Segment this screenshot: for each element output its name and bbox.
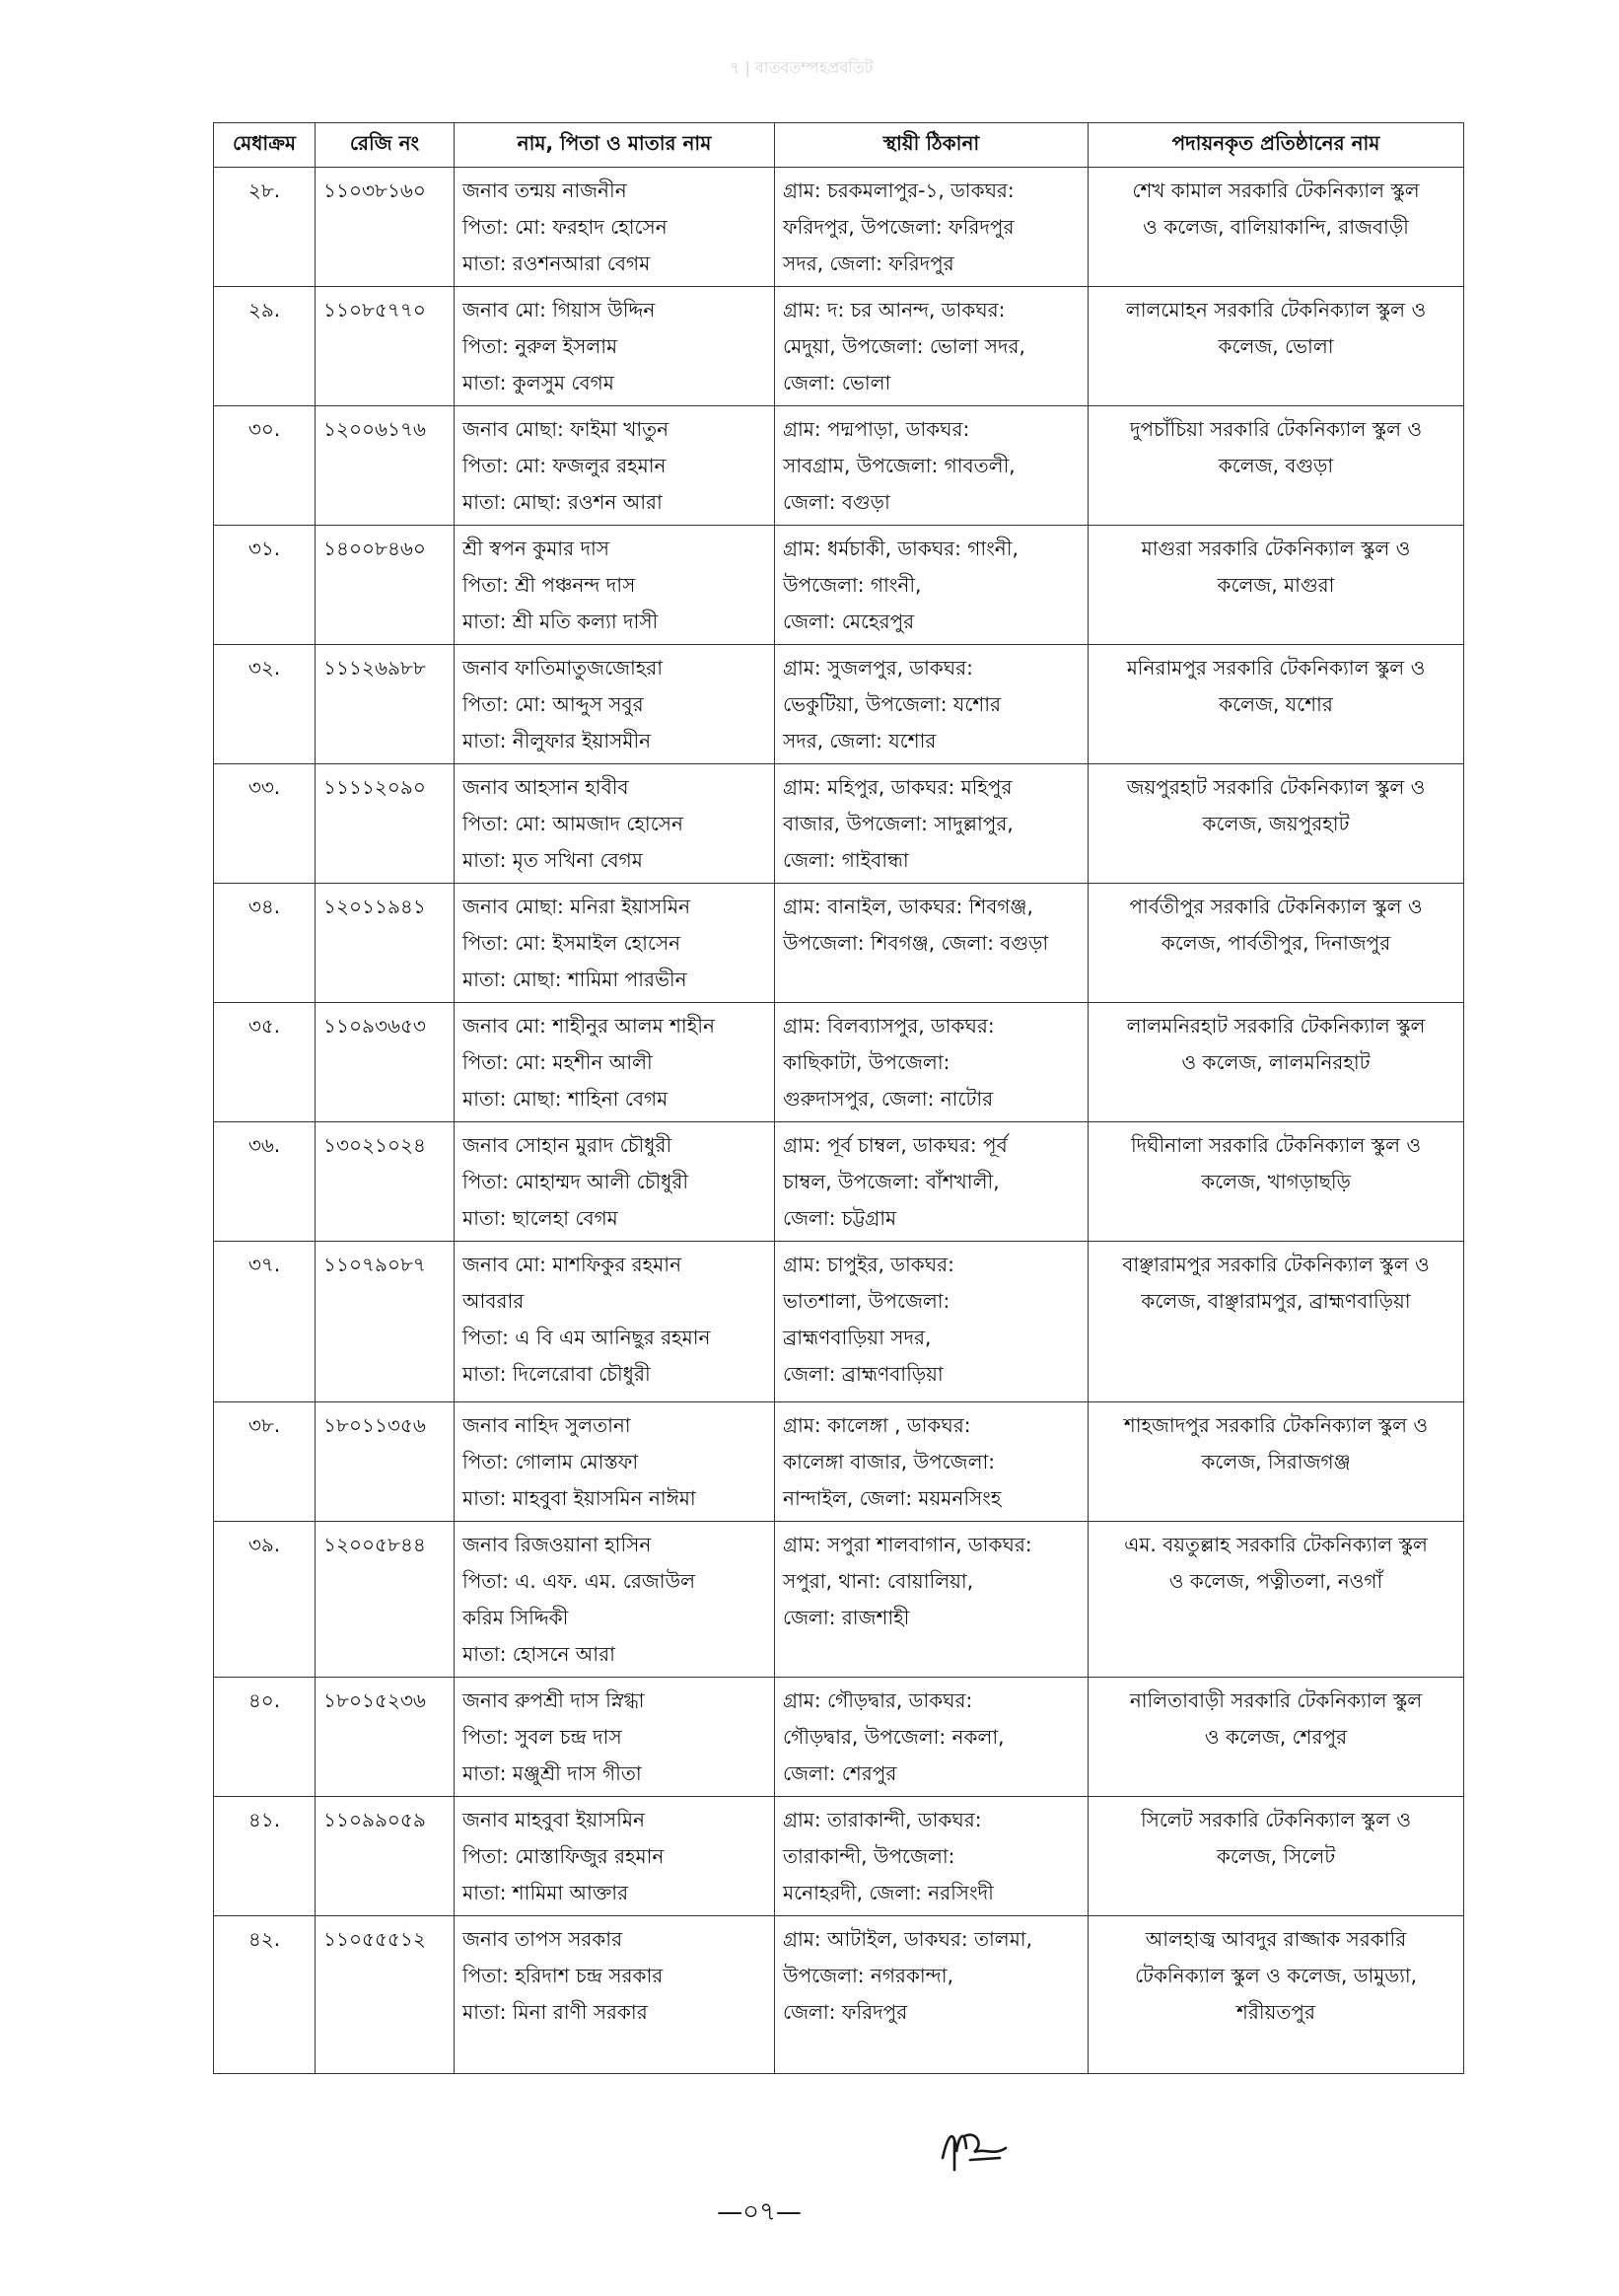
address-line: জেলা: ভোলা (783, 371, 891, 395)
registration-no-cell: ১১০৫৫৫১২ (316, 1916, 455, 2074)
institution-line: পার্বতীপুর সরকারি টেকনিক্যাল স্কুল ও (1129, 895, 1423, 918)
name-parents-cell (455, 406, 775, 526)
address-line: জেলা: চট্টগ্রাম (783, 1206, 897, 1230)
merit-rank-cell: ৩৬. (214, 1122, 316, 1242)
name-line: পিতা: নুরুল ইসলাম (462, 334, 618, 358)
table-row (214, 1402, 1464, 1522)
address-line: গ্রাম: কালেঙ্গা , ডাকঘর: (783, 1413, 971, 1437)
column-header-permanent-address: স্থায়ী ঠিকানা (775, 123, 1089, 168)
institution-line: ও কলেজ, পত্নীতলা, নওগাঁ (1168, 1569, 1383, 1593)
name-line: জনাব নাহিদ সুলতানা (462, 1413, 631, 1437)
address-line: গ্রাম: সপুরা শালবাগান, ডাকঘর: (783, 1533, 1032, 1556)
name-line: মাতা: মোছা: শাহিনা বেগম (462, 1087, 669, 1111)
name-line: মাতা: নীলুফার ইয়াসমীন (462, 729, 652, 753)
table-row (214, 1916, 1464, 2074)
registration-no-cell: ১১১২৬৯৮৮ (316, 645, 455, 764)
address-line: গ্রাম: চাপুইর, ডাকঘর: (783, 1253, 954, 1276)
name-line: জনাব মোছা: ফাইমা খাতুন (462, 417, 669, 441)
institution-cell (1089, 526, 1464, 645)
merit-list-table-container (213, 122, 1463, 2074)
name-line: জনাব রুপশ্রী দাস স্নিগ্ধা (462, 1688, 645, 1712)
name-line: পিতা: মো: আব্দুস সবুর (462, 692, 644, 716)
merit-rank-cell: ২৯. (214, 287, 316, 406)
table-row (214, 645, 1464, 764)
table-body (214, 168, 1464, 2074)
name-line: মাতা: কুলসুম বেগম (462, 371, 614, 395)
merit-rank-cell: ৩২. (214, 645, 316, 764)
institution-cell (1089, 1003, 1464, 1122)
name-line: মাতা: হোসনে আরা (462, 1642, 615, 1666)
name-line: জনাব সোহান মুরাদ চৌধুরী (462, 1133, 672, 1157)
column-header-name-parents: নাম, পিতা ও মাতার নাম (455, 123, 775, 168)
address-cell (775, 1242, 1089, 1402)
address-cell (775, 1916, 1089, 2074)
name-line: মাতা: মৃত সখিনা বেগম (462, 848, 643, 872)
address-line: জেলা: গাইবান্ধা (783, 848, 909, 872)
address-line: গ্রাম: মহিপুর, ডাকঘর: মহিপুর (783, 775, 1013, 799)
registration-no-cell: ১১০৭৯০৮৭ (316, 1242, 455, 1402)
address-line: জেলা: ফরিদপুর (783, 2000, 908, 2024)
address-line: জেলা: রাজশাহী (783, 1606, 910, 1629)
name-line: মাতা: মাহবুবা ইয়াসমিন নাঈমা (462, 1486, 696, 1510)
address-cell (775, 287, 1089, 406)
institution-cell (1089, 645, 1464, 764)
column-header-registration-no: রেজি নং (316, 123, 455, 168)
table-row (214, 1522, 1464, 1678)
name-parents-cell (455, 1797, 775, 1916)
name-parents-cell (455, 526, 775, 645)
registration-no-cell: ১১০৯৩৬৫৩ (316, 1003, 455, 1122)
name-line: করিম সিদ্দিকী (462, 1606, 569, 1629)
name-line: মাতা: শামিমা আক্তার (462, 1881, 629, 1904)
name-line: শ্রী স্বপন কুমার দাস (462, 537, 609, 560)
address-cell (775, 884, 1089, 1003)
name-line: জনাব ফাতিমাতুজজোহরা (462, 656, 664, 680)
address-line: জেলা: ব্রাহ্মণবাড়িয়া (783, 1362, 944, 1386)
address-line: সাবগ্রাম, উপজেলা: গাবতলী, (783, 454, 1016, 477)
address-line: গ্রাম: গৌড়দ্বার, ডাকঘর: (783, 1688, 973, 1712)
address-line: কালেঙ্গা বাজার, উপজেলা: (783, 1450, 996, 1473)
table-row (214, 1797, 1464, 1916)
table-row (214, 168, 1464, 287)
name-line: আবরার (462, 1289, 525, 1313)
institution-line: টেকনিক্যাল স্কুল ও কলেজ, ডামুড্যা, (1134, 1964, 1418, 1987)
registration-no-cell: ১১০৮৫৭৭০ (316, 287, 455, 406)
merit-rank-cell: ৪১. (214, 1797, 316, 1916)
address-line: গ্রাম: পূর্ব চাম্বল, ডাকঘর: পূর্ব (783, 1133, 1008, 1157)
merit-rank-cell: ৪২. (214, 1916, 316, 2074)
institution-line: এম. বয়তুল্লাহ সরকারি টেকনিক্যাল স্কুল (1124, 1533, 1428, 1556)
institution-line: বাঞ্ছারামপুর সরকারি টেকনিক্যাল স্কুল ও (1122, 1253, 1430, 1276)
name-line: জনাব রিজওয়ানা হাসিন (462, 1533, 652, 1556)
name-parents-cell (455, 1122, 775, 1242)
name-line: জনাব মো: মাশফিকুর রহমান (462, 1253, 682, 1276)
name-line: পিতা: মোস্তাফিজুর রহমান (462, 1844, 665, 1868)
name-line: জনাব মাহবুবা ইয়াসমিন (462, 1808, 645, 1831)
name-line: মাতা: মিনা রাণী সরকার (462, 2000, 648, 2024)
address-line: গ্রাম: আটাইল, ডাকঘর: তালমা, (783, 1927, 1032, 1951)
merit-rank-cell: ৩৭. (214, 1242, 316, 1402)
address-line: সদর, জেলা: যশোর (783, 729, 937, 753)
merit-rank-cell: ৪০. (214, 1678, 316, 1797)
institution-line: শাহজাদপুর সরকারি টেকনিক্যাল স্কুল ও (1123, 1413, 1429, 1437)
address-line: গ্রাম: বিলব্যাসপুর, ডাকঘর: (783, 1014, 995, 1038)
name-line: পিতা: সুবল চন্দ্র দাস (462, 1725, 622, 1749)
name-line: পিতা: মো: ইসমাইল হোসেন (462, 931, 681, 955)
institution-line: কলেজ, পার্বতীপুর, দিনাজপুর (1161, 931, 1391, 955)
address-cell (775, 406, 1089, 526)
name-line: জনাব তাপস সরকার (462, 1927, 623, 1951)
name-line: পিতা: এ. এফ. এম. রেজাউল (462, 1569, 696, 1593)
address-cell (775, 645, 1089, 764)
registration-no-cell: ১১০৩৮১৬০ (316, 168, 455, 287)
merit-rank-cell: ৩৯. (214, 1522, 316, 1678)
registration-no-cell: ১২০০৬১৭৬ (316, 406, 455, 526)
name-line: মাতা: মোছা: রওশন আরা (462, 490, 663, 514)
name-parents-cell (455, 764, 775, 884)
institution-line: দুপচাঁচিয়া সরকারি টেকনিক্যাল স্কুল ও (1129, 417, 1423, 441)
institution-line: লালমোহন সরকারি টেকনিক্যাল স্কুল ও (1125, 298, 1427, 322)
address-line: সপুরা, থানা: বোয়ালিয়া, (783, 1569, 974, 1593)
address-line: ভাতশালা, উপজেলা: (783, 1289, 950, 1313)
address-cell (775, 1522, 1089, 1678)
address-line: জেলা: মেহেরপুর (783, 610, 915, 633)
address-line: উপজেলা: গাংনী, (783, 573, 922, 597)
name-line: পিতা: হরিদাশ চন্দ্র সরকার (462, 1964, 664, 1987)
name-line: মাতা: মোছা: শামিমা পারভীন (462, 968, 687, 991)
institution-cell (1089, 406, 1464, 526)
name-line: পিতা: এ বি এম আনিছুর রহমান (462, 1326, 711, 1349)
address-cell (775, 1678, 1089, 1797)
registration-no-cell: ১২০১১৯৪১ (316, 884, 455, 1003)
name-line: জনাব মো: গিয়াস উদ্দিন (462, 298, 656, 322)
name-parents-cell (455, 1678, 775, 1797)
column-header-merit-rank: মেধাক্রম (214, 123, 316, 168)
name-line: পিতা: শ্রী পঞ্চনন্দ দাস (462, 573, 636, 597)
registration-no-cell: ১৩০২১০২৪ (316, 1122, 455, 1242)
address-line: মনোহরদী, জেলা: নরসিংদী (783, 1881, 994, 1904)
name-line: পিতা: মো: মহশীন আলী (462, 1050, 653, 1074)
faint-page-header: ৭ | বাতবতম্পহপ্রবতিট (730, 58, 874, 77)
address-line: গ্রাম: পদ্মপাড়া, ডাকঘর: (783, 417, 970, 441)
institution-line: নালিতাবাড়ী সরকারি টেকনিক্যাল স্কুল (1129, 1688, 1423, 1712)
name-line: জনাব মো: শাহীনুর আলম শাহীন (462, 1014, 715, 1038)
name-line: মাতা: ছালেহা বেগম (462, 1206, 618, 1230)
name-parents-cell (455, 168, 775, 287)
merit-rank-cell: ৩৫. (214, 1003, 316, 1122)
institution-cell (1089, 764, 1464, 884)
name-line: পিতা: মো: ফরহাদ হোসেন (462, 215, 668, 239)
registration-no-cell: ১৮০১৫২৩৬ (316, 1678, 455, 1797)
merit-rank-cell: ৩৮. (214, 1402, 316, 1522)
table-row (214, 287, 1464, 406)
institution-line: কলেজ, বাঞ্ছারামপুর, ব্রাহ্মণবাড়িয়া (1141, 1289, 1411, 1313)
address-line: গ্রাম: সুজলপুর, ডাকঘর: (783, 656, 973, 680)
registration-no-cell: ১৪০০৮৪৬০ (316, 526, 455, 645)
merit-rank-cell: ২৮. (214, 168, 316, 287)
address-line: ব্রাহ্মণবাড়িয়া সদর, (783, 1326, 932, 1349)
table-row (214, 1242, 1464, 1402)
registration-no-cell: ১১০৯৯০৫৯ (316, 1797, 455, 1916)
institution-line: সিলেট সরকারি টেকনিক্যাল স্কুল ও (1140, 1808, 1412, 1831)
address-line: মেদুয়া, উপজেলা: ভোলা সদর, (783, 334, 1025, 358)
table-header-row (214, 123, 1464, 168)
address-line: গৌড়দ্বার, উপজেলা: নকলা, (783, 1725, 1005, 1749)
institution-line: ও কলেজ, লালমনিরহাট (1181, 1050, 1371, 1074)
name-line: পিতা: মো: ফজলুর রহমান (462, 454, 667, 477)
address-cell (775, 168, 1089, 287)
table-row (214, 526, 1464, 645)
table-row (214, 1122, 1464, 1242)
merit-rank-cell: ৩১. (214, 526, 316, 645)
institution-line: কলেজ, বগুড়া (1218, 454, 1334, 477)
institution-line: শরীয়তপুর (1236, 2000, 1315, 2024)
name-line: পিতা: গোলাম মোস্তফা (462, 1450, 639, 1473)
name-parents-cell (455, 1522, 775, 1678)
name-parents-cell (455, 287, 775, 406)
institution-cell (1089, 1242, 1464, 1402)
merit-rank-cell: ৩৪. (214, 884, 316, 1003)
signature-mark (935, 2118, 1012, 2178)
name-line: পিতা: মো: আমজাদ হোসেন (462, 812, 683, 835)
address-line: গুরুদাসপুর, জেলা: নাটোর (783, 1087, 994, 1111)
institution-line: কলেজ, যশোর (1219, 692, 1333, 716)
address-line: জেলা: শেরপুর (783, 1761, 897, 1785)
institution-cell (1089, 1122, 1464, 1242)
address-line: গ্রাম: চরকমলাপুর-১, ডাকঘর: (783, 179, 1015, 202)
institution-line: কলেজ, ভোলা (1218, 334, 1334, 358)
institution-cell (1089, 1522, 1464, 1678)
address-cell (775, 764, 1089, 884)
institution-line: কলেজ, সিলেট (1216, 1844, 1336, 1868)
table-row (214, 1678, 1464, 1797)
table-row (214, 406, 1464, 526)
institution-line: মনিরামপুর সরকারি টেকনিক্যাল স্কুল ও (1126, 656, 1426, 680)
address-line: নান্দাইল, জেলা: ময়মনসিংহ (783, 1486, 1002, 1510)
institution-cell (1089, 1678, 1464, 1797)
address-line: গ্রাম: ধর্মচাকী, ডাকঘর: গাংনী, (783, 537, 1019, 560)
registration-no-cell: ১৮০১১৩৫৬ (316, 1402, 455, 1522)
address-line: গ্রাম: দ: চর আনন্দ, ডাকঘর: (783, 298, 1006, 322)
institution-cell (1089, 287, 1464, 406)
address-cell (775, 1003, 1089, 1122)
name-parents-cell (455, 645, 775, 764)
name-line: জনাব আহসান হাবীব (462, 775, 629, 799)
institution-line: শেখ কামাল সরকারি টেকনিক্যাল স্কুল (1132, 179, 1420, 202)
address-line: তারাকান্দী, উপজেলা: (783, 1844, 955, 1868)
address-line: জেলা: বগুড়া (783, 490, 890, 514)
institution-line: কলেজ, মাগুরা (1217, 573, 1335, 597)
address-line: সদর, জেলা: ফরিদপুর (783, 251, 954, 275)
institution-cell (1089, 884, 1464, 1003)
name-parents-cell (455, 1242, 775, 1402)
address-cell (775, 1797, 1089, 1916)
name-line: জনাব তন্ময় নাজনীন (462, 179, 627, 202)
institution-cell (1089, 1916, 1464, 2074)
address-cell (775, 1122, 1089, 1242)
name-line: মাতা: দিলেরোবা চৌধুরী (462, 1362, 651, 1386)
name-parents-cell (455, 1003, 775, 1122)
table-row (214, 764, 1464, 884)
column-header-posted-institution: পদায়নকৃত প্রতিষ্ঠানের নাম (1089, 123, 1464, 168)
institution-cell (1089, 1797, 1464, 1916)
institution-line: আলহাজ্ব আবদুর রাজ্জাক সরকারি (1145, 1927, 1407, 1951)
address-cell (775, 526, 1089, 645)
name-parents-cell (455, 1916, 775, 2074)
merit-rank-cell: ৩০. (214, 406, 316, 526)
address-line: গ্রাম: তারাকান্দী, ডাকঘর: (783, 1808, 982, 1831)
address-line: গ্রাম: বানাইল, ডাকঘর: শিবগঞ্জ, (783, 895, 1033, 918)
institution-line: দিঘীনালা সরকারি টেকনিক্যাল স্কুল ও (1130, 1133, 1422, 1157)
institution-cell (1089, 1402, 1464, 1522)
address-line: কাছিকাটা, উপজেলা: (783, 1050, 950, 1074)
name-parents-cell (455, 1402, 775, 1522)
address-line: উপজেলা: নগরকান্দা, (783, 1964, 953, 1987)
page-number: —০৭— (717, 2197, 802, 2227)
registration-no-cell: ১২০০৫৮৪৪ (316, 1522, 455, 1678)
name-line: জনাব মোছা: মনিরা ইয়াসমিন (462, 895, 691, 918)
address-line: বাজার, উপজেলা: সাদুল্লাপুর, (783, 812, 1014, 835)
merit-list-table (213, 122, 1464, 2074)
table-row (214, 1003, 1464, 1122)
institution-line: কলেজ, খাগড়াছড়ি (1201, 1170, 1351, 1193)
merit-rank-cell: ৩৩. (214, 764, 316, 884)
address-cell (775, 1402, 1089, 1522)
institution-line: ও কলেজ, বালিয়াকান্দি, রাজবাড়ী (1143, 215, 1409, 239)
address-line: ভেকুটিয়া, উপজেলা: যশোর (783, 692, 1001, 716)
name-parents-cell (455, 884, 775, 1003)
address-line: উপজেলা: শিবগঞ্জ, জেলা: বগুড়া (783, 931, 1049, 955)
institution-line: লালমনিরহাট সরকারি টেকনিক্যাল স্কুল (1126, 1014, 1426, 1038)
name-line: মাতা: শ্রী মতি কল্যা দাসী (462, 610, 659, 633)
institution-line: কলেজ, জয়পুরহাট (1202, 812, 1350, 835)
institution-cell (1089, 168, 1464, 287)
name-line: মাতা: মঞ্জুশ্রী দাস গীতা (462, 1761, 642, 1785)
address-line: চাম্বল, উপজেলা: বাঁশখালী, (783, 1170, 1000, 1193)
registration-no-cell: ১১১১২০৯০ (316, 764, 455, 884)
table-row (214, 884, 1464, 1003)
institution-line: জয়পুরহাট সরকারি টেকনিক্যাল স্কুল ও (1126, 775, 1426, 799)
name-line: পিতা: মোহাম্মদ আলী চৌধুরী (462, 1170, 689, 1193)
name-line: মাতা: রওশনআরা বেগম (462, 251, 651, 275)
address-line: ফরিদপুর, উপজেলা: ফরিদপুর (783, 215, 1015, 239)
institution-line: মাগুরা সরকারি টেকনিক্যাল স্কুল ও (1141, 537, 1411, 560)
institution-line: কলেজ, সিরাজগঞ্জ (1201, 1450, 1351, 1473)
institution-line: ও কলেজ, শেরপুর (1204, 1725, 1348, 1749)
